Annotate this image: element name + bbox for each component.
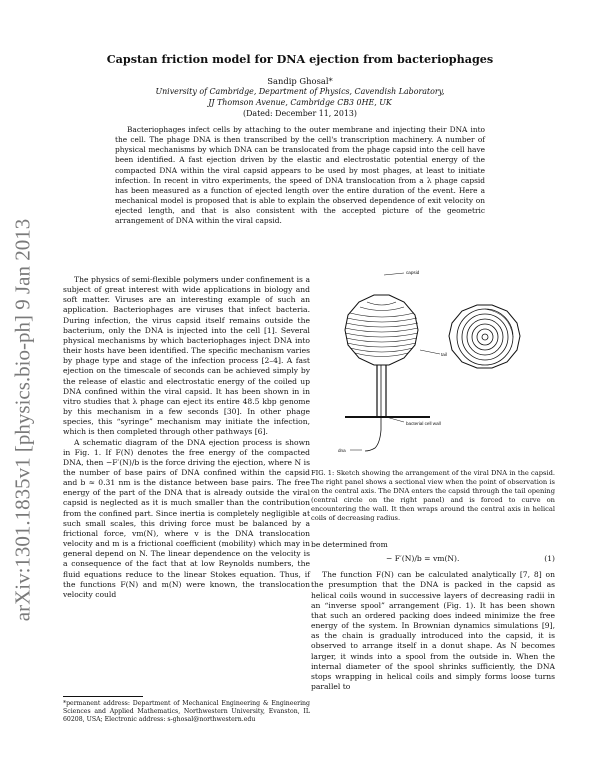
label-dna: dna	[338, 448, 346, 453]
figure-caption: FIG. 1: Sketch showing the arrangement of the viral DNA in the capsid. The right panel shows a sectional view when the point of observation is on the central axis. The DNA enters the capsid through the tail opening (central circle on the right panel) and is forced to curve on encountering the wall. It then wraps around the central axis in helical coils of decreasing radius.	[311, 469, 555, 522]
sectional-view	[449, 305, 520, 368]
affiliation	[80, 87, 520, 108]
figure-1	[320, 265, 555, 465]
intro-paragraph: The physics of semi-flexible polymers under confinement is a subject of great interest with wide applications in biology and soft matter. Viruses are an interesting example of such an application. Bacteriophages are viruses that infect bacteria. During infection, the virus capsid itself remains outside the bacterium, only the DNA is injected into the cell [1]. Several physical mechanisms by which bacteriophages inject DNA into their hosts have been identified. The specific mechanism varies by phage type and stage of the infection process [2–4]. A fast ejection on the timescale of seconds can be achieved simply by the release of elastic and electrostatic energy of the coiled up DNA confined within the viral capsid. It has been shown in in vitro studies that λ phage can eject its entire 48.5 kbp genome by this mechanism in a few seconds [30]. In other phage species, this “syringe” mechanism may initiate the infection, which is then completed through other pathways [6].	[63, 275, 310, 437]
arxiv-stamp-text: arXiv:1301.1835v1 [physics.bio-ph] 9 Jan 2013	[10, 218, 35, 622]
figure-1-drawing	[320, 265, 555, 465]
arxiv-stamp	[6, 218, 40, 622]
footnote: *permanent address: Department of Mechanical Engineering & Engineering Sciences and Applied Mathematics, Northwestern University, Evanston, IL 60208, USA; Electronic address: s-ghosal@northwestern.edu	[63, 700, 310, 724]
right-column	[311, 540, 555, 692]
paper-title: Capstan friction model for DNA ejection from bacteriophages	[106, 52, 494, 66]
author: Sandip Ghosal*	[267, 76, 333, 86]
equation-lead: be determined from	[311, 540, 388, 549]
dna-strand	[365, 365, 381, 451]
tail-opening	[482, 334, 488, 340]
affiliation-line-2: JJ Thomson Avenue, Cambridge CB3 0HE, UK	[208, 97, 392, 107]
free-energy-paragraph: The function F(N) can be calculated analytically [7, 8] on the presumption that the DNA is packed in the capsid as helical coils wound in successive layers of decreasing radii in an “inverse spool” arrangement (Fig. 1). It has been shown that such an ordered packing does indeed minimize the free energy of the system. In Brownian dynamics simulations [9], as the chain is gradually introduced into the capsid, it is observed to arrange itself in a donut shape. As N becomes larger, it winds into a spool from the outside in. When the internal diameter of the spool shrinks sufficiently, the DNA stops wrapping in helical coils and simply forms loose turns parallel to	[311, 570, 555, 692]
dated: (Dated: December 11, 2013)	[243, 109, 357, 118]
equation-body: − F′(N)/b = vm(N).	[386, 554, 460, 564]
section-outline	[449, 305, 520, 368]
capsid-left	[345, 295, 430, 451]
footnote-rule	[63, 696, 143, 697]
equation-number: (1)	[544, 554, 555, 564]
label-tail: tail	[441, 352, 447, 357]
schematic-paragraph: A schematic diagram of the DNA ejection process is shown in Fig. 1. If F(N) denotes the free energy of the compacted DNA, then −F′(N)/b is the force driving the ejection, where N is the number of base pairs of DNA confined within the capsid and b ≈ 0.31 nm is the distance between base pairs. The free energy of the part of the DNA that is already outside the viral capsid is neglected as it is much smaller than the contribution from the confined part. Since inertia is completely negligible at such small scales, this driving force must be balanced by a frictional force, vm(N), where v is the DNA translocation velocity and m is a frictional coefficient (mobility) which may in general depend on N. The linear dependence on the velocity is a consequence of the fact that at low Reynolds numbers, the fluid equations reduce to the linear Stokes equation. Thus, if the functions F(N) and m(N) were known, the translocation velocity could	[63, 437, 310, 599]
equation-1	[311, 554, 555, 564]
dna-coils	[345, 302, 418, 357]
left-column	[63, 275, 310, 600]
affiliation-line-1: University of Cambridge, Department of Physics, Cavendish Laboratory,	[155, 87, 445, 96]
label-cell-wall: bacterial cell wall	[406, 421, 441, 426]
label-capsid: capsid	[406, 270, 420, 275]
abstract: Bacteriophages infect cells by attaching to the outer membrane and injecting their DNA into the cell. The phage DNA is then transcribed by the cell's transcription machinery. A number of physical mechanisms by which DNA can be translocated from the phage capsid into the cell have been identified. A fast ejection driven by the elastic and electrostatic potential energy of the compacted DNA within the viral capsid appears to be used by most phages, at least to initiate infection. In recent in vitro experiments, the speed of DNA translocation from a λ phage capsid has been measured as a function of ejected length over the entire duration of the event. Here a mechanical model is proposed that is able to explain the observed dependence of exit velocity on ejected length, and that is also consistent with the accepted picture of the geometric arrangement of DNA within the viral capsid.	[115, 125, 485, 226]
